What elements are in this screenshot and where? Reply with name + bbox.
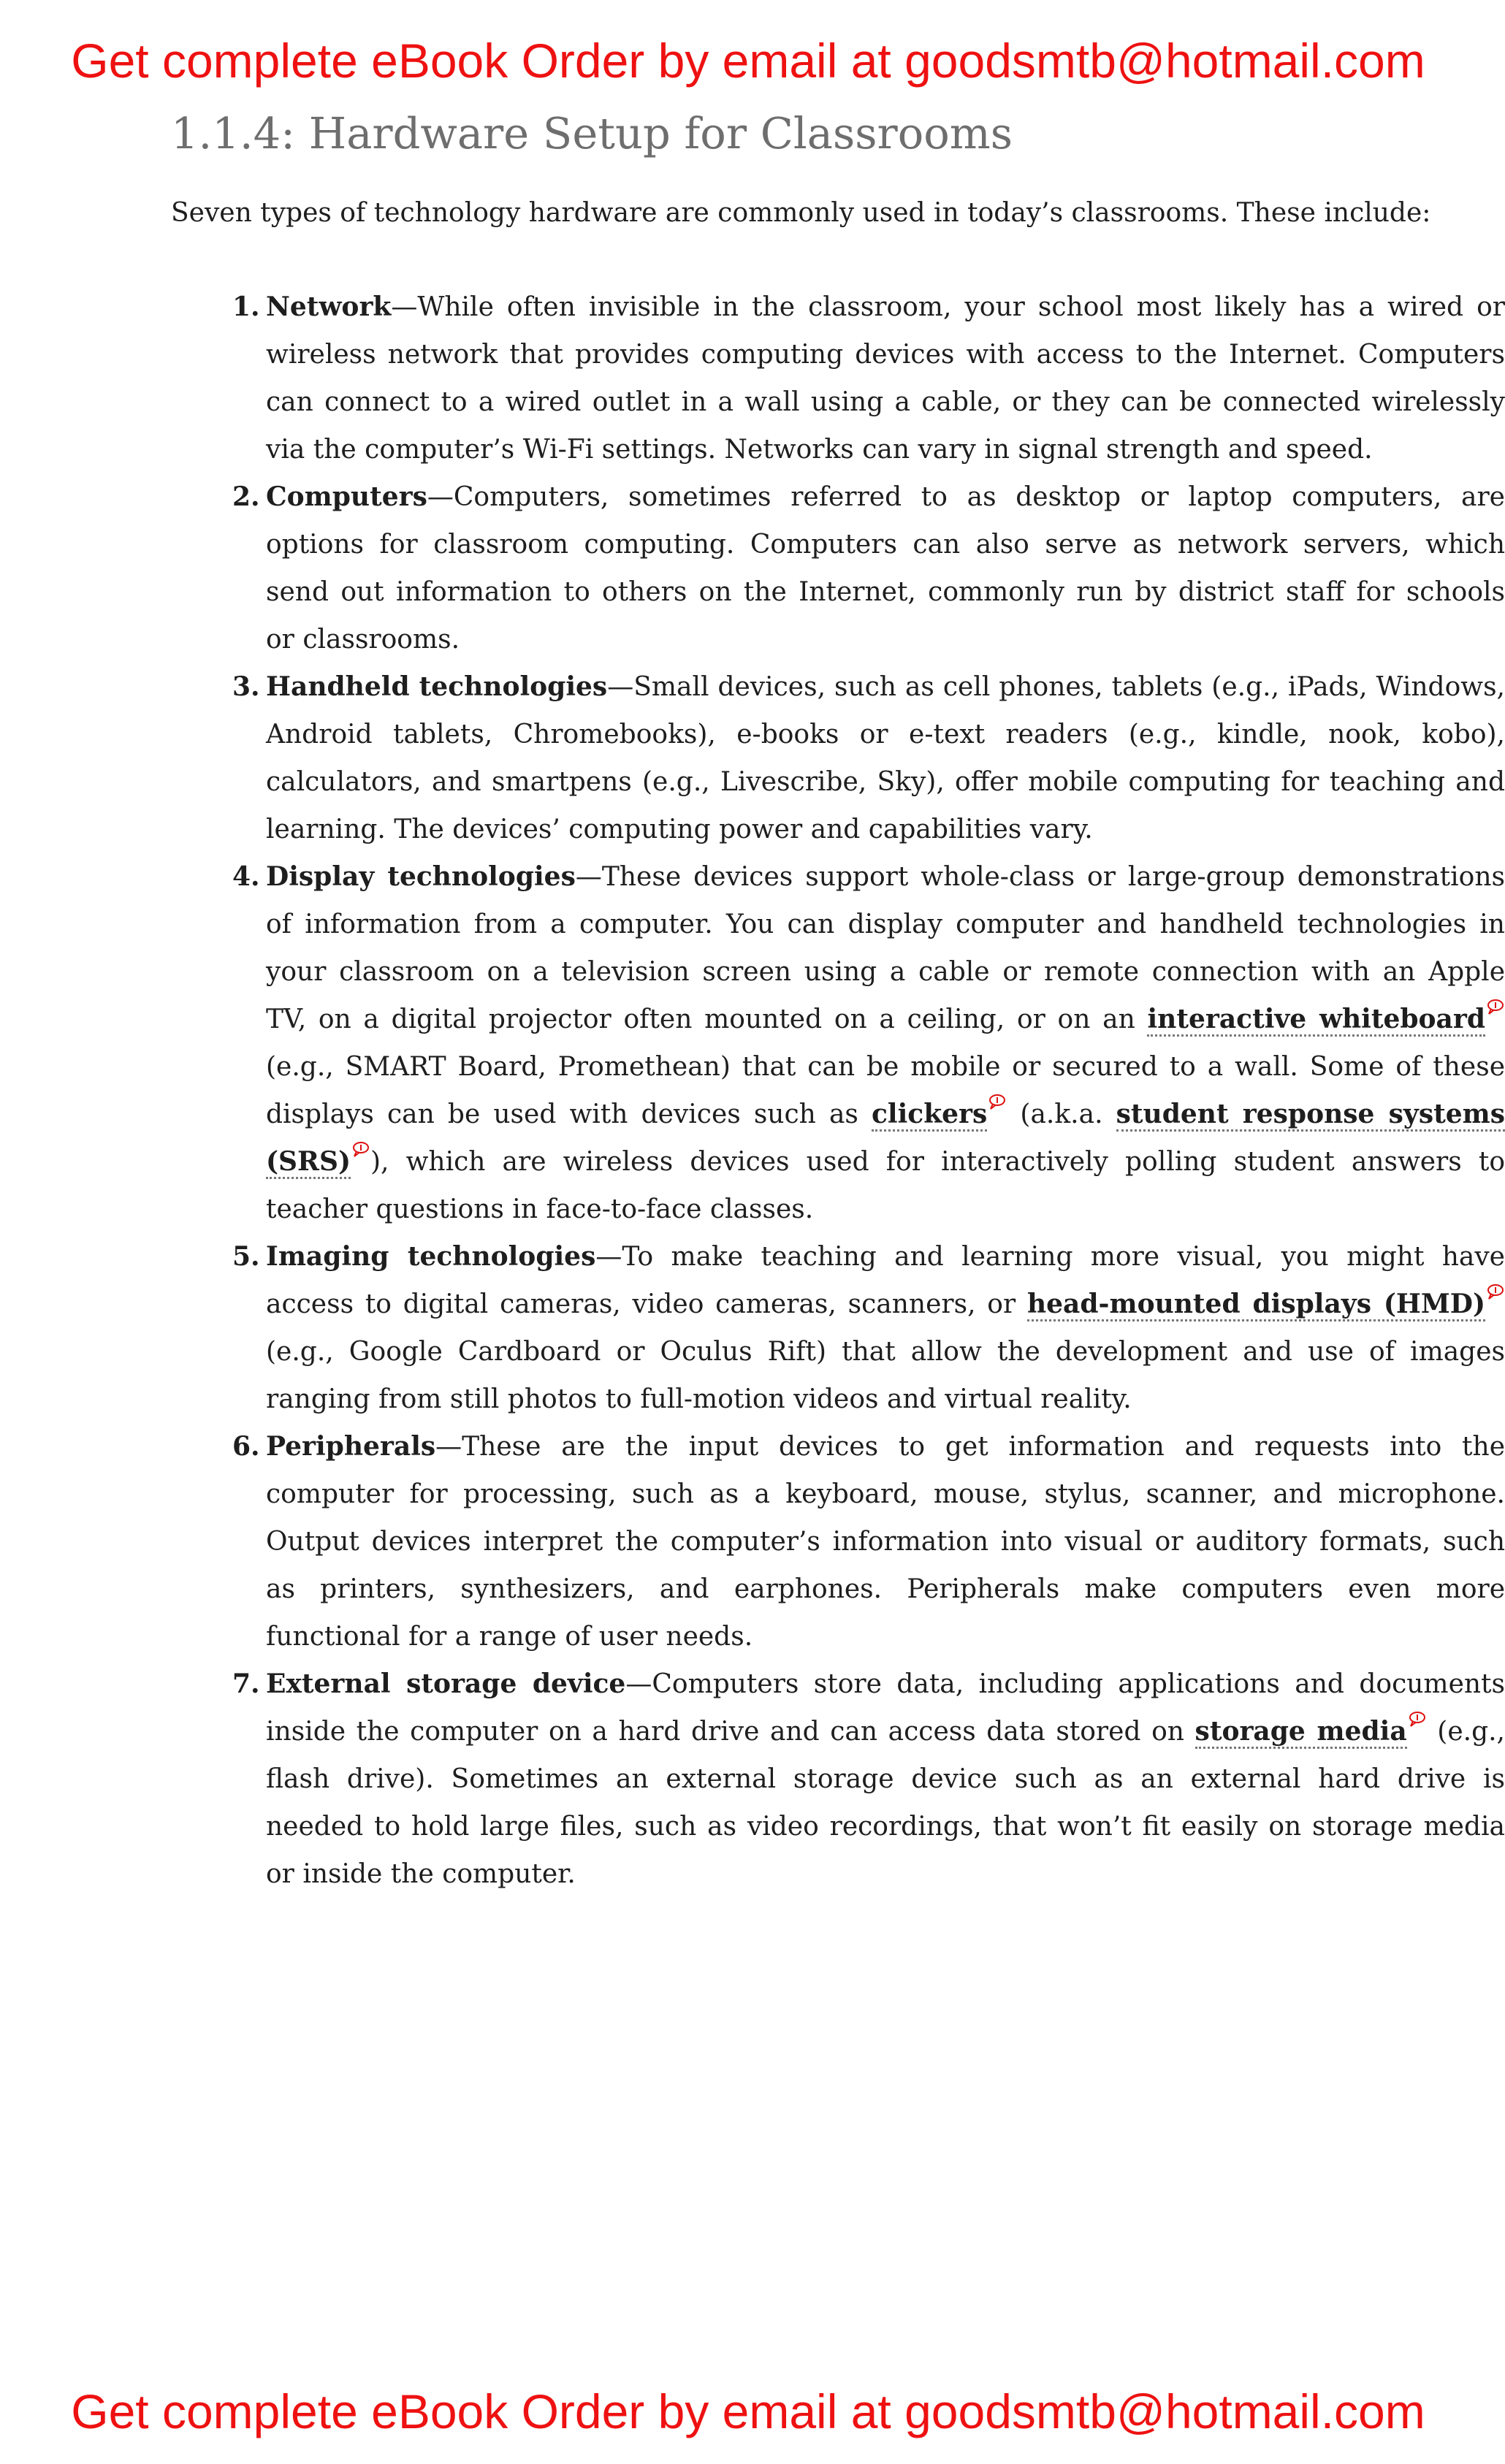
text-fragment: ), which are wireless devices used for interactively polling student answers to <box>370 1147 1505 1177</box>
list-item-handheld <box>232 663 1505 853</box>
text-fragment: —To make teaching and learning more visual, you might have <box>595 1242 1505 1272</box>
glossary-link-label: head-mounted displays (HMD) <box>1026 1289 1485 1319</box>
comment-note-icon[interactable] <box>1486 1284 1505 1300</box>
text-line <box>266 853 1505 901</box>
text-fragment: —Small devices, such as cell phones, tablets (e.g., iPads, Windows, <box>607 672 1505 702</box>
term-external-storage: External storage device <box>266 1668 626 1699</box>
text-fragment: displays can be used with devices such as <box>266 1099 872 1129</box>
text-line <box>266 1138 1505 1186</box>
term-peripherals: Peripherals <box>266 1431 436 1462</box>
glossary-link-label: interactive whiteboard <box>1147 1004 1486 1034</box>
text-line: wireless network that provides computing devices with access to the Internet. Computers <box>266 340 1505 370</box>
text-fragment: inside the computer on a hard drive and can access data stored on <box>266 1717 1195 1747</box>
text-line: or classrooms. <box>266 625 460 655</box>
list-item-imaging <box>232 1233 1505 1423</box>
section-title: 1.1.4: Hardware Setup for Classrooms <box>171 108 1013 159</box>
term-computers: Computers <box>266 481 427 512</box>
text-line <box>266 283 1505 331</box>
text-line: flash drive). Sometimes an external storage device such as an external hard drive is <box>266 1764 1505 1794</box>
text-fragment: —These devices support whole-class or large-group demonstrations <box>575 862 1505 892</box>
glossary-link-label: (SRS) <box>266 1146 351 1177</box>
text-line <box>266 1091 1505 1138</box>
glossary-link-clickers[interactable] <box>872 1099 987 1132</box>
hardware-list <box>232 283 1505 1898</box>
intro-paragraph: Seven types of technology hardware are commonly used in today’s classrooms. These include: <box>171 198 1431 228</box>
text-line: functional for a range of user needs. <box>266 1622 753 1652</box>
text-line <box>266 473 1505 521</box>
text-line <box>266 996 1505 1043</box>
promo-banner-bottom: Get complete eBook Order by email at goodsmtb@hotmail.com <box>71 2384 1425 2438</box>
text-line <box>266 1423 1505 1471</box>
text-line: your classroom on a television screen using a cable or remote connection with an Apple <box>266 957 1505 987</box>
text-line <box>266 1233 1505 1281</box>
list-number: 5. <box>232 1241 260 1272</box>
list-number: 2. <box>232 481 260 512</box>
term-display: Display technologies <box>266 861 576 892</box>
text-line: as printers, synthesizers, and earphones. Peripherals make computers even more <box>266 1574 1505 1604</box>
text-line <box>266 663 1505 711</box>
glossary-link-student-response-systems[interactable] <box>1116 1099 1505 1132</box>
text-line: options for classroom computing. Computers can also serve as network servers, which <box>266 530 1505 560</box>
glossary-link-head-mounted-displays[interactable] <box>1027 1289 1485 1321</box>
text-fragment: TV, on a digital projector often mounted on a ceiling, or on an <box>266 1004 1148 1034</box>
text-fragment: (e.g., <box>1426 1717 1505 1747</box>
text-fragment: —These are the input devices to get information and requests into the <box>435 1432 1505 1462</box>
text-line: or inside the computer. <box>266 1859 576 1889</box>
comment-note-icon[interactable] <box>988 1094 1007 1110</box>
text-line <box>266 1660 1505 1708</box>
list-item-network <box>232 283 1505 473</box>
glossary-link-interactive-whiteboard[interactable] <box>1147 1004 1485 1037</box>
glossary-link-label: storage media <box>1195 1716 1407 1747</box>
text-line: via the computer’s Wi-Fi settings. Networks can vary in signal strength and speed. <box>266 435 1373 465</box>
text-line <box>266 1708 1505 1755</box>
text-fragment: access to digital cameras, video cameras, scanners, or <box>266 1289 1027 1319</box>
glossary-link-label: student response systems <box>1116 1099 1505 1129</box>
term-network: Network <box>266 291 392 322</box>
text-line: (e.g., Google Cardboard or Oculus Rift) that allow the development and use of images <box>266 1337 1505 1367</box>
text-line: Android tablets, Chromebooks), e-books or e-text readers (e.g., kindle, nook, kobo), <box>266 720 1505 750</box>
list-item-display <box>232 853 1505 1233</box>
text-line: calculators, and smartpens (e.g., Livescribe, Sky), offer mobile computing for teaching and <box>266 767 1505 797</box>
list-item-external-storage <box>232 1660 1505 1898</box>
comment-note-icon[interactable] <box>1486 999 1505 1015</box>
text-line: send out information to others on the Internet, commonly run by district staff for schools <box>266 577 1505 607</box>
text-line: computer for processing, such as a keyboard, mouse, stylus, scanner, and microphone. <box>266 1479 1505 1509</box>
text-line <box>266 1281 1505 1328</box>
promo-banner-top: Get complete eBook Order by email at goodsmtb@hotmail.com <box>71 34 1425 88</box>
glossary-link-label: clickers <box>872 1099 988 1129</box>
text-line: can connect to a wired outlet in a wall using a cable, or they can be connected wirelessly <box>266 387 1505 417</box>
list-number: 7. <box>232 1668 260 1699</box>
text-fragment: —Computers store data, including applications and documents <box>625 1669 1505 1699</box>
text-line: (e.g., SMART Board, Promethean) that can be mobile or secured to a wall. Some of these <box>266 1052 1505 1082</box>
glossary-link-storage-media[interactable] <box>1195 1716 1407 1749</box>
list-number: 6. <box>232 1431 260 1462</box>
text-fragment: —Computers, sometimes referred to as desktop or laptop computers, are <box>427 482 1505 512</box>
text-line: ranging from still photos to full-motion videos and virtual reality. <box>266 1384 1132 1414</box>
text-line: of information from a computer. You can display computer and handheld technologies in <box>266 909 1505 939</box>
list-number: 4. <box>232 861 260 892</box>
term-handheld: Handheld technologies <box>266 671 608 702</box>
comment-note-icon[interactable] <box>1408 1711 1427 1727</box>
comment-note-icon[interactable] <box>351 1141 370 1157</box>
list-number: 1. <box>232 291 260 322</box>
text-line: teacher questions in face-to-face classes. <box>266 1194 814 1224</box>
glossary-link-srs[interactable] <box>266 1146 351 1179</box>
list-item-computers <box>232 473 1505 663</box>
text-line: learning. The devices’ computing power and capabilities vary. <box>266 815 1093 844</box>
list-number: 3. <box>232 671 260 702</box>
text-fragment: (a.k.a. <box>1007 1099 1116 1129</box>
list-item-peripherals <box>232 1423 1505 1660</box>
text-line: Output devices interpret the computer’s information into visual or auditory formats, such <box>266 1527 1505 1557</box>
text-line: needed to hold large files, such as video recordings, that won’t fit easily on storage media <box>266 1812 1505 1842</box>
term-imaging: Imaging technologies <box>266 1241 596 1272</box>
text-fragment: —While often invisible in the classroom, your school most likely has a wired or <box>391 292 1505 322</box>
